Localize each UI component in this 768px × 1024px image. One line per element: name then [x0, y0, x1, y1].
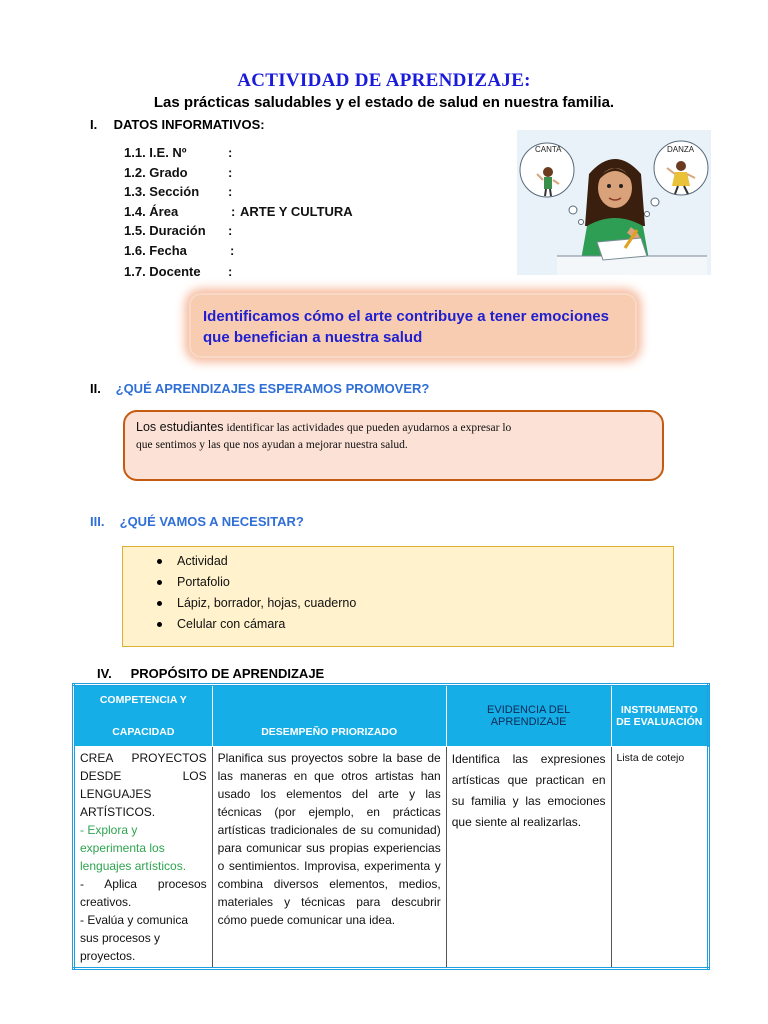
- dato-label: 1.1. I.E. Nº: [124, 145, 187, 160]
- section-1-title: DATOS INFORMATIVOS:: [113, 117, 265, 132]
- cell-instrumento: Lista de cotejo: [611, 747, 709, 969]
- dato-label: 1.6. Fecha: [124, 242, 187, 258]
- section-2-title: ¿QUÉ APRENDIZAJES ESPERAMOS PROMOVER?: [115, 381, 430, 396]
- materiales-list: [157, 552, 356, 636]
- page-title: ACTIVIDAD DE APRENDIZAJE:: [237, 70, 531, 91]
- dato-label: 1.4. Área: [124, 203, 179, 219]
- section-3-number: III.: [90, 514, 105, 529]
- table-row: [74, 747, 709, 969]
- dato-colon: :: [228, 264, 233, 279]
- dato-label: 1.2. Grado: [124, 164, 188, 180]
- aprendizajes-box: [123, 410, 664, 481]
- section-3-title: ¿QUÉ VAMOS A NECESITAR?: [119, 514, 304, 529]
- cell-competencia: CREA PROYECTOS DESDE LOS LENGUAJES ARTÍSTICOS. - Explora y experimenta los lenguajes artísticos. - Aplica procesos creativos. - Evalúa y comunica sus procesos y proyectos.: [74, 747, 213, 969]
- bubble-right-text: DANZA: [667, 145, 695, 154]
- header-instrumento: INSTRUMENTO DE EVALUACIÓN: [611, 685, 709, 747]
- section-2-heading: [90, 381, 429, 396]
- materiales-item: Portafolio: [157, 573, 356, 594]
- dato-colon: :: [228, 184, 233, 199]
- dato-value-area: ARTE Y CULTURA: [240, 203, 353, 219]
- aprendizajes-lead: Los estudiantes: [136, 420, 224, 434]
- illustration-svg: [517, 130, 711, 275]
- materiales-item: Actividad: [157, 552, 356, 573]
- dato-colon: :: [228, 164, 233, 180]
- dato-colon: :: [228, 145, 233, 160]
- bullet-icon: [157, 601, 162, 606]
- section-1-heading: [90, 117, 265, 132]
- materiales-item: Celular con cámara: [157, 615, 356, 636]
- bubble-left-text: CANTA: [535, 145, 562, 154]
- bullet-icon: [157, 580, 162, 585]
- section-1-number: I.: [90, 117, 98, 132]
- bullet-icon: [157, 559, 162, 564]
- bullet-icon: [157, 622, 162, 627]
- dato-colon: :: [228, 223, 233, 238]
- dato-label: 1.7. Docente: [124, 264, 201, 279]
- cell-evidencia: Identifica las expresiones artísticas que practican en su familia y las emociones que siente al realizarlas.: [446, 747, 611, 969]
- materiales-item: Lápiz, borrador, hojas, cuaderno: [157, 594, 356, 615]
- aprendizajes-body: identificar las actividades que pueden ayudarnos a expresar lo que sentimos y las que nos ayudan a mejorar nuestra salud.: [136, 422, 512, 451]
- dato-colon: :: [230, 242, 235, 258]
- section-4-number: IV.: [97, 666, 112, 681]
- dato-label: 1.3. Sección: [124, 184, 200, 199]
- reto-box: [189, 293, 637, 358]
- section-2-number: II.: [90, 381, 101, 396]
- dato-label: 1.5. Duración: [124, 223, 206, 238]
- proposito-table: [72, 683, 710, 970]
- header-desempeno: DESEMPEÑO PRIORIZADO: [212, 685, 446, 747]
- aprendizajes-text: [136, 419, 516, 454]
- page-subtitle: Las prácticas saludables y el estado de salud en nuestra familia.: [153, 94, 615, 111]
- girl-thinking-illustration: [517, 130, 711, 275]
- reto-text: Identificamos cómo el arte contribuye a tener emociones que benefician a nuestra salud: [203, 308, 609, 346]
- dato-colon: :: [231, 203, 236, 219]
- header-evidencia: EVIDENCIA DEL APRENDIZAJE: [446, 685, 611, 747]
- header-competencia: COMPETENCIA Y CAPACIDAD: [74, 685, 213, 747]
- materiales-box: [122, 546, 674, 647]
- cell-desempeno: Planifica sus proyectos sobre la base de las maneras en que otros artistas han usado los elementos del arte y las técnicas (por ejemplo, en prácticas artísticas tradicionales de su comunidad) para comunicar sus propias experiencias o sentimientos. Improvisa, experimenta y combina diversos elementos, medios, materiales y técnicas para descubrir cómo puede comunicar una idea.: [212, 747, 446, 969]
- section-4-title: PROPÓSITO DE APRENDIZAJE: [130, 666, 325, 681]
- section-3-heading: [90, 514, 304, 529]
- section-4-heading: [97, 666, 324, 681]
- table-header-row: [74, 685, 709, 747]
